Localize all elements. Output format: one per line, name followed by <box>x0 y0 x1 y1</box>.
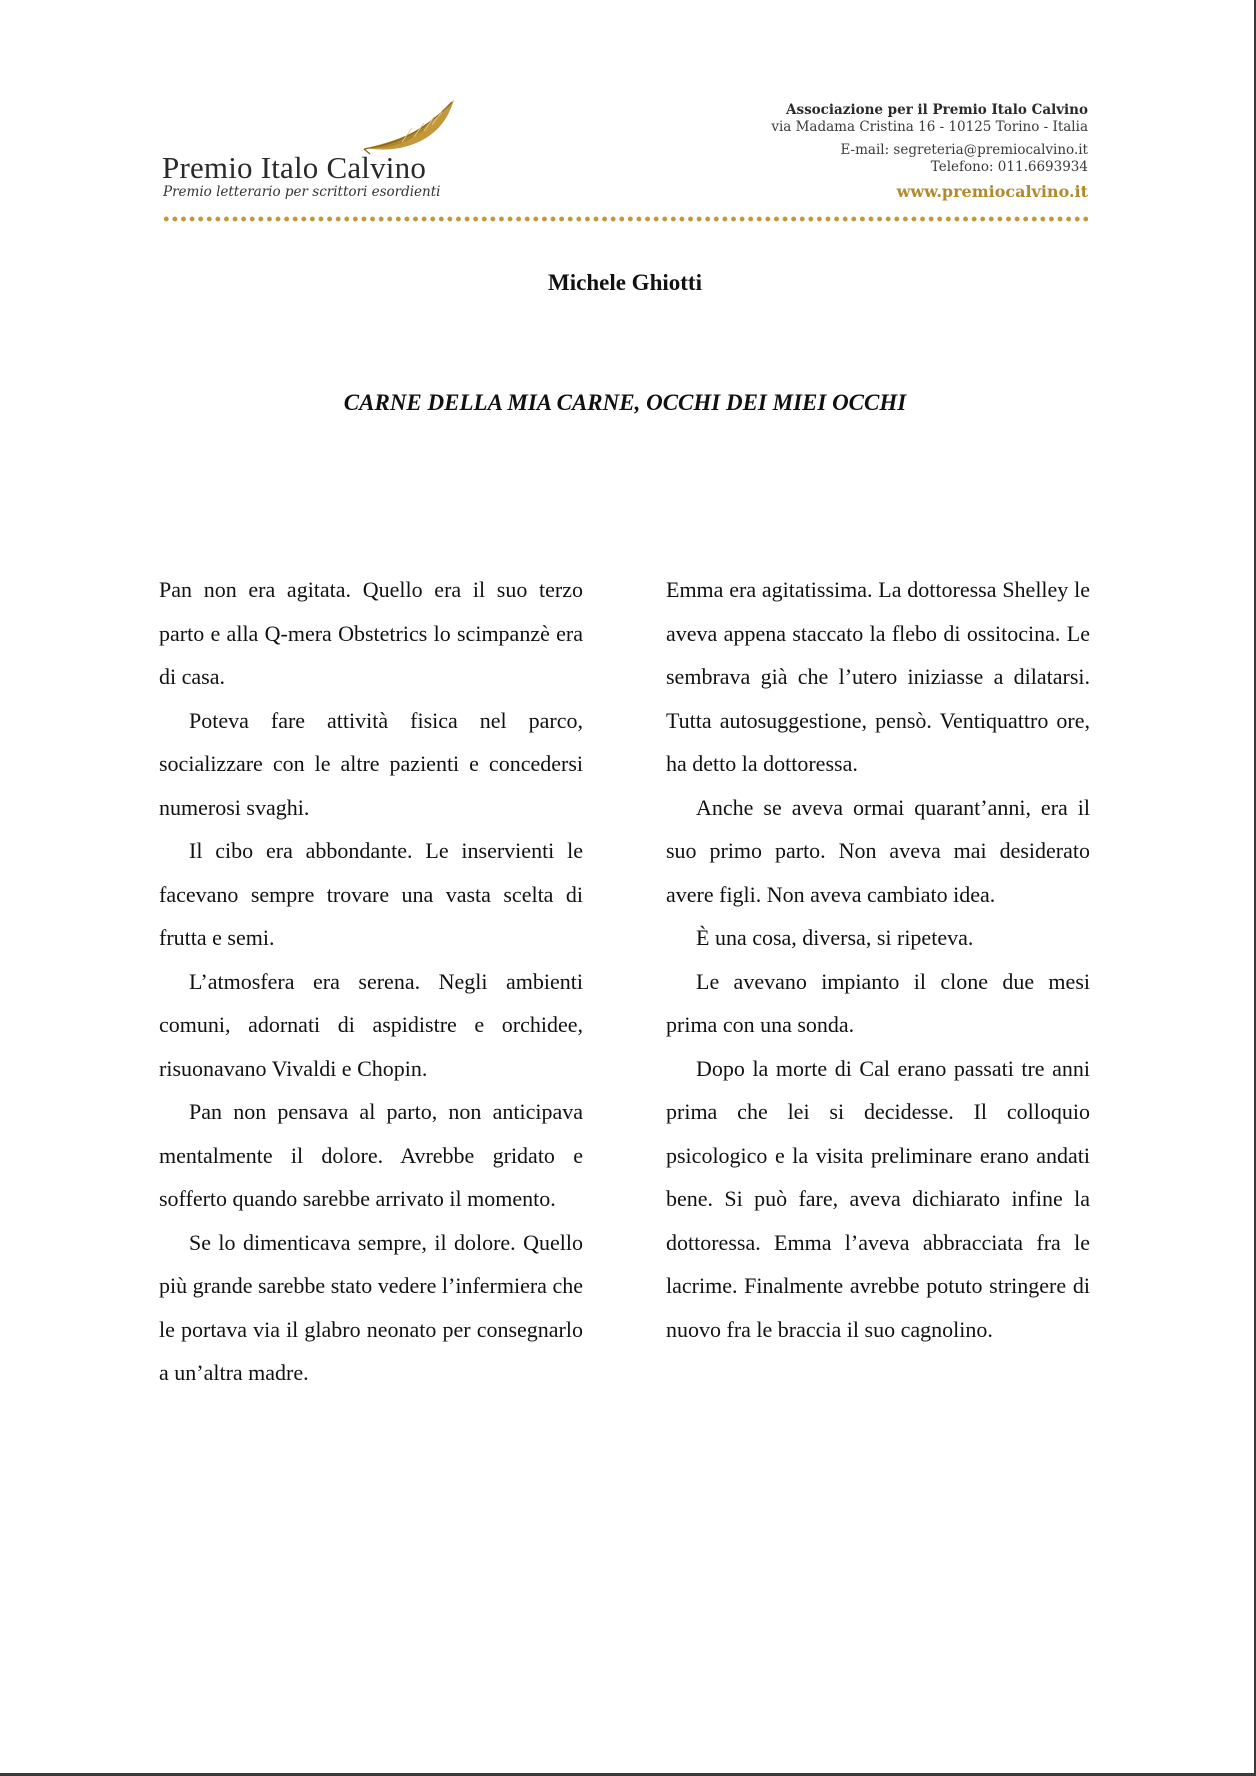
logo-subtitle: Premio letterario per scrittori esordienti <box>163 184 441 200</box>
text-column-left <box>159 568 583 1395</box>
website-link[interactable]: www.premiocalvino.it <box>896 182 1088 201</box>
phone: Telefono: 011.6693934 <box>930 159 1088 175</box>
paragraph: L’atmosfera era serena. Negli ambienti comuni, adornati di aspidistre e orchidee, risuonavano Vivaldi e Chopin. <box>159 968 583 1081</box>
paragraph: Poteva fare attività fisica nel parco, socializzare con le altre pazienti e concedersi numerosi svaghi. <box>159 707 583 820</box>
contact-info <box>771 102 1088 200</box>
dotted-divider <box>162 216 1088 222</box>
logo-title: Premio Italo Calvino <box>162 150 427 185</box>
paragraph: Il cibo era abbondante. Le inservienti le facevano sempre trovare una vasta scelta di frutta e semi. <box>159 838 583 950</box>
paragraph: Se lo dimenticava sempre, il dolore. Quello più grande sarebbe stato vedere l’infermiera che le portava via il glabro neonato per consegnarlo a un’altra madre. <box>159 1229 583 1385</box>
story-title: CARNE DELLA MIA CARNE, OCCHI DEI MIEI OCCHI <box>343 390 907 415</box>
paragraph: Anche se aveva ormai quarant’anni, era il suo primo parto. Non aveva mai desiderato avere figli. Non aveva cambiato idea. <box>666 794 1090 907</box>
email[interactable]: E-mail: segreteria@premiocalvino.it <box>840 142 1088 158</box>
paragraph: Pan non pensava al parto, non anticipava mentalmente il dolore. Avrebbe gridato e sofferto quando sarebbe arrivato il momento. <box>159 1099 583 1211</box>
feather-icon <box>362 98 458 156</box>
paragraph: Emma era agitatissima. La dottoressa Shelley le aveva appena staccato la flebo di ossitocina. Le sembrava già che l’utero iniziasse a dilatarsi. Tutta autosuggestione, pensò. Ventiquattro ore, ha detto la dottoressa. <box>666 577 1090 776</box>
paragraph: Pan non era agitata. Quello era il suo terzo parto e alla Q-mera Obstetrics lo scimpanzè era di casa. <box>159 577 583 689</box>
text-column-right <box>666 568 1090 1351</box>
address: via Madama Cristina 16 - 10125 Torino - Italia <box>771 119 1088 135</box>
logo <box>162 98 462 208</box>
author-name: Michele Ghiotti <box>548 270 702 295</box>
paragraph: Dopo la morte di Cal erano passati tre anni prima che lei si decidesse. Il colloquio psicologico e la visita preliminare erano andati bene. Si può fare, aveva dichiarato infine la dottoressa. Emma l’aveva abbracciata fra le lacrime. Finalmente avrebbe potuto stringere di nuovo fra le braccia il suo cagnolino. <box>666 1055 1090 1342</box>
paragraph: È una cosa, diversa, si ripeteva. <box>696 925 974 950</box>
organization-name: Associazione per il Premio Italo Calvino <box>786 102 1088 118</box>
paragraph: Le avevano impianto il clone due mesi prima con una sonda. <box>666 968 1090 1037</box>
letterhead <box>162 98 1088 222</box>
